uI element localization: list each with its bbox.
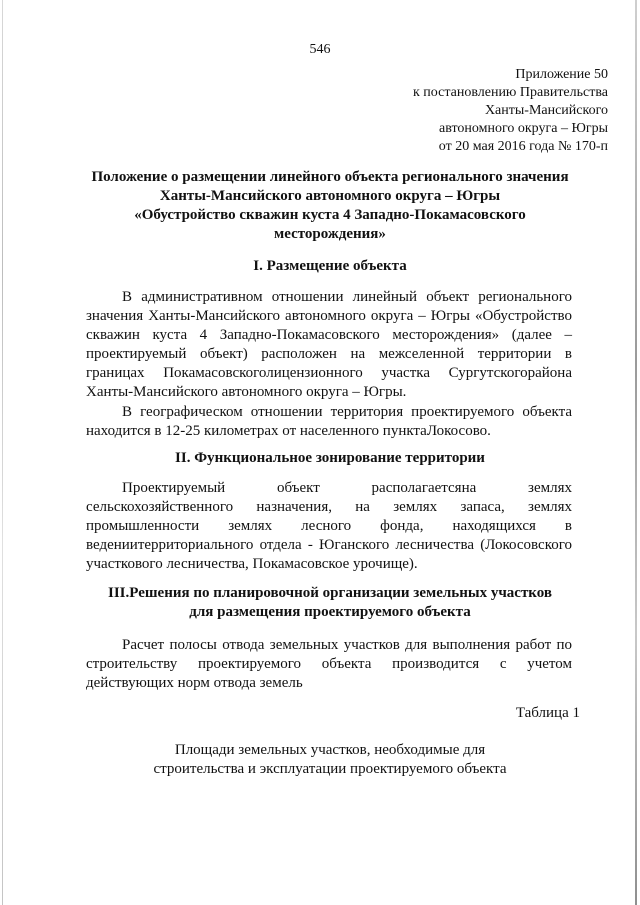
table-caption-line: строительства и эксплуатации проектируемого объекта <box>153 761 507 777</box>
annex-line: автономного округа – Югры <box>439 121 608 136</box>
section-3-heading-line: для размещения проектируемого объекта <box>189 604 471 620</box>
table-caption <box>60 741 600 779</box>
annex-line: Ханты-Мансийского <box>484 103 608 118</box>
table-label: Таблица 1 <box>515 705 580 721</box>
title-line: «Обустройство скважин куста 4 Западно-Покамасовского <box>134 207 526 223</box>
title-line: Положение о размещении линейного объекта регионального значения <box>91 169 569 185</box>
document-title <box>60 168 600 244</box>
annex-block <box>413 66 608 156</box>
annex-line: от 20 мая 2016 года № 170-п <box>438 139 608 154</box>
scan-edge-right <box>635 0 637 905</box>
title-line: Ханты-Мансийского автономного округа – Югры <box>159 188 501 204</box>
section-1-heading: I. Размещение объекта <box>253 258 407 274</box>
table-caption-line: Площади земельных участков, необходимые для <box>174 742 486 758</box>
section-1-paragraph-1: В административном отношении линейный объект регионального значения Ханты-Мансийского автономного округа – Югры «Обустройство скважин куста 4 Западно-Покамасовского месторождения» (далее – проектируемый объект) расположен на межселенной территории в границах Покамасовскоголицензионного участка Сургутскогорайона Ханты-Мансийского автономного округа – Югры. <box>86 289 572 400</box>
section-2-paragraph-1: Проектируемый объект располагаетсяна землях сельскохозяйственного назначения, на землях запаса, землях промышленности землях лесного фонда, находящихся в ведениитерриториального отдела - Юганского лесничества (Локосовского участкового лесничества, Покамасовское урочище). <box>86 480 572 572</box>
section-3-heading-line: III.Решения по планировочной организации земельных участков <box>108 585 552 601</box>
annex-line: Приложение 50 <box>515 67 608 82</box>
title-line: месторождения» <box>274 226 386 242</box>
section-3-heading <box>60 584 600 622</box>
page-number: 546 <box>309 42 331 57</box>
section-3-paragraph-1: Расчет полосы отвода земельных участков для выполнения работ по строительству проектируемого объекта производится с учетом действующих норм отвода земель <box>86 637 572 691</box>
section-1-paragraph-2: В географическом отношении территория проектируемого объекта находится в 12-25 километрах от населенного пунктаЛокосово. <box>86 404 572 439</box>
annex-line: к постановлению Правительства <box>412 85 608 100</box>
scan-edge-left <box>2 0 3 905</box>
section-2-heading: II. Функциональное зонирование территории <box>175 450 485 466</box>
